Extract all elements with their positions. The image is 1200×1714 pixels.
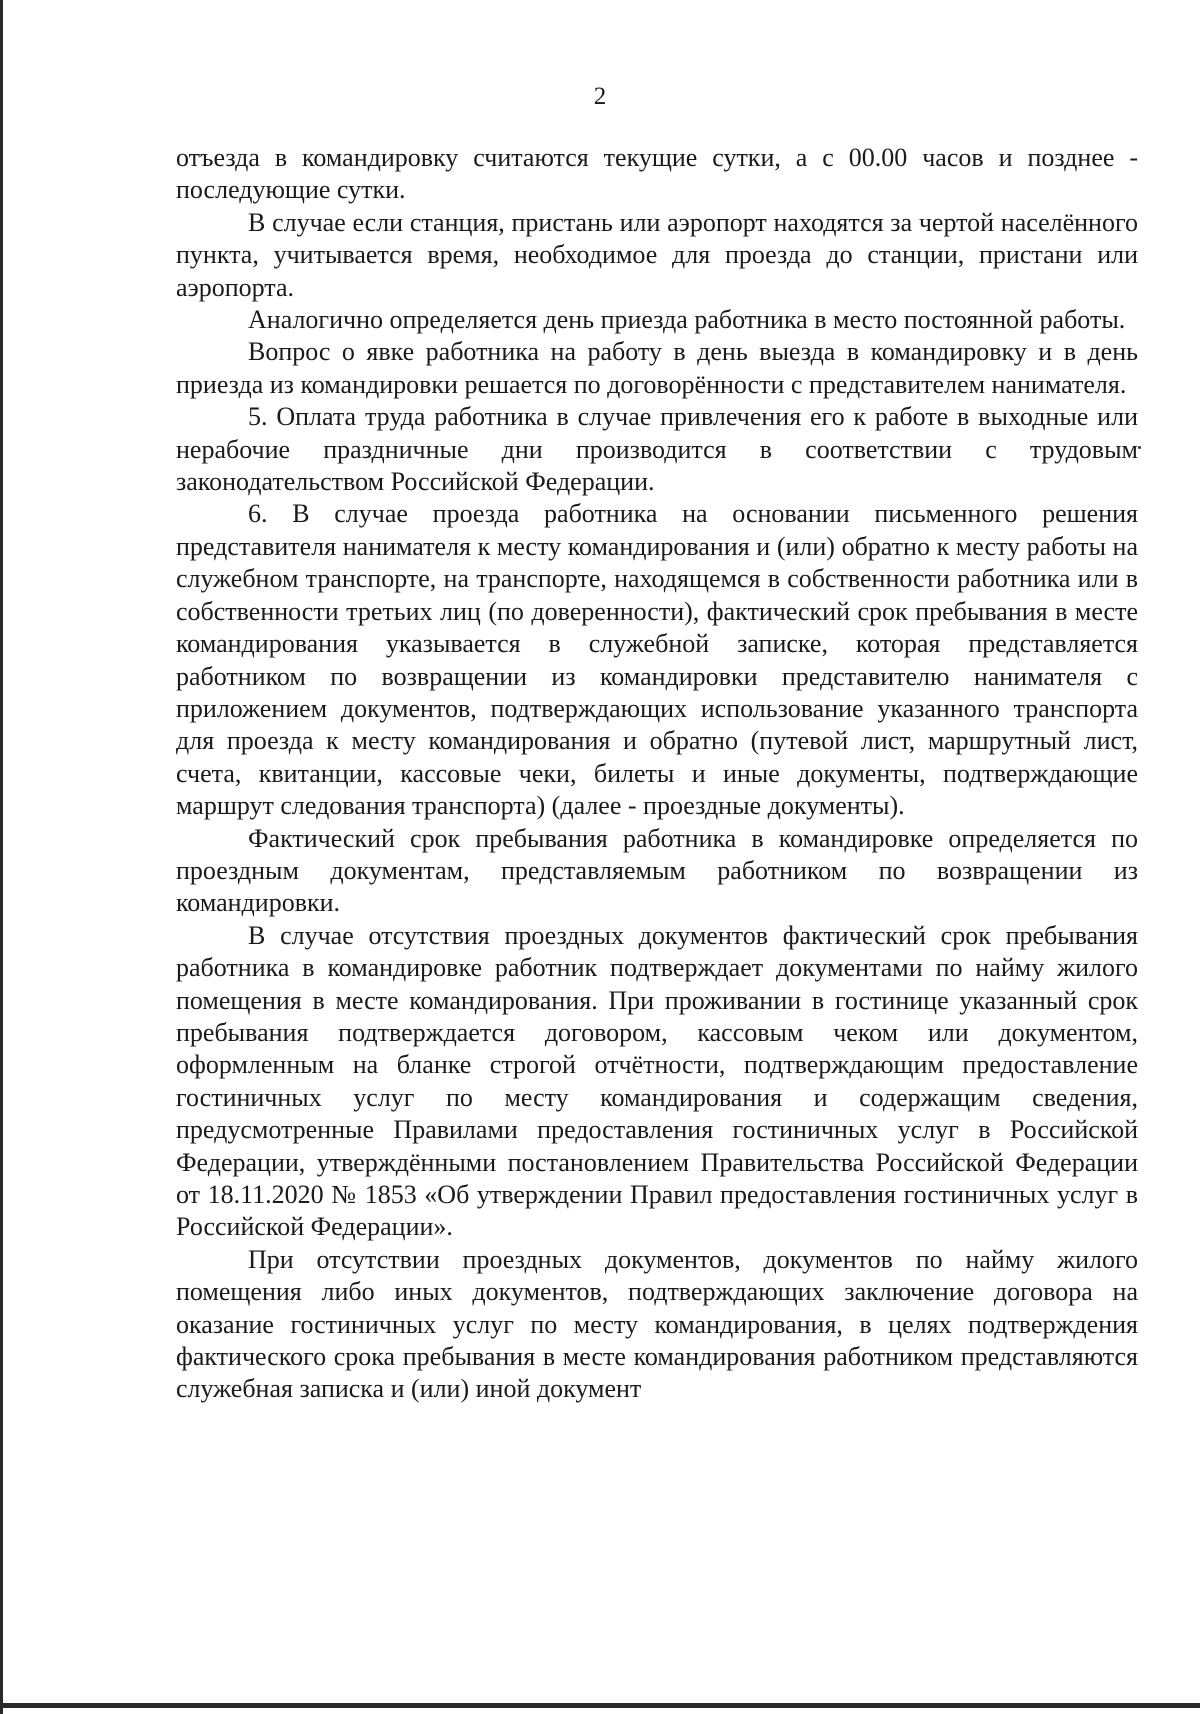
scan-bottom-edge <box>0 1703 1200 1708</box>
paragraph: 5. Оплата труда работника в случае привлечения его к работе в выходные или нерабочие праздничные дни производится в соответствии с трудовым законодательством Российской Федерации. <box>176 402 1138 497</box>
document-body <box>176 142 1138 1406</box>
page-number: 2 <box>593 83 607 110</box>
paragraph: Фактический срок пребывания работника в командировке определяется по проездным документам, представляемым работником по возвращении из командировки. <box>176 823 1138 918</box>
paragraph: При отсутствии проездных документов, документов по найму жилого помещения либо иных документов, подтверждающих заключение договора на оказание гостиничных услуг по месту командирования, в целях подтверждения фактического срока пребывания в месте командирования работником представляются служебная записка и (или) иной документ <box>176 1244 1138 1404</box>
paragraph: Аналогично определяется день приезда работника в место постоянной работы. <box>248 305 1126 335</box>
paragraph: Вопрос о явке работника на работу в день выезда в командировку и в день приезда из командировки решается по договорённости с представителем нанимателя. <box>176 337 1138 399</box>
scan-speck <box>1138 446 1141 449</box>
paragraph: В случае если станция, пристань или аэропорт находятся за чертой населённого пункта, учитывается время, необходимое для проезда до станции, пристани или аэропорта. <box>176 207 1138 302</box>
paragraph: 6. В случае проезда работника на основании письменного решения представителя нанимателя к месту командирования и (или) обратно к месту работы на служебном транспорте, на транспорте, находящемся в собственности работника или в собственности третьих лиц (по доверенности), фактический срок пребывания в месте командирования указывается в служебной записке, которая представляется работником по возвращении из командировки представителю нанимателя с приложением документов, подтверждающих использование указанного транспорта для проезда к месту командирования и обратно (путевой лист, маршрутный лист, счета, квитанции, кассовые чеки, билеты и иные документы, подтверждающие маршрут следования транспорта) (далее - проездные документы). <box>176 499 1138 821</box>
paragraph: отъезда в командировку считаются текущие сутки, а с 00.00 часов и позднее - последующие сутки. <box>176 143 1138 205</box>
paragraph: В случае отсутствия проездных документов фактический срок пребывания работника в командировке работник подтверждает документами по найму жилого помещения в месте командирования. При проживании в гостинице указанный срок пребывания подтверждается договором, кассовым чеком или документом, оформленным на бланке строгой отчётности, подтверждающим предоставление гостиничных услуг по месту командирования и содержащим сведения, предусмотренные Правилами предоставления гостиничных услуг в Российской Федерации, утверждёнными постановлением Правительства Российской Федерации от 18.11.2020 № 1853 «Об утверждении Правил предоставления гостиничных услуг в Российской Федерации». <box>176 920 1138 1242</box>
scan-left-edge <box>0 0 3 1714</box>
